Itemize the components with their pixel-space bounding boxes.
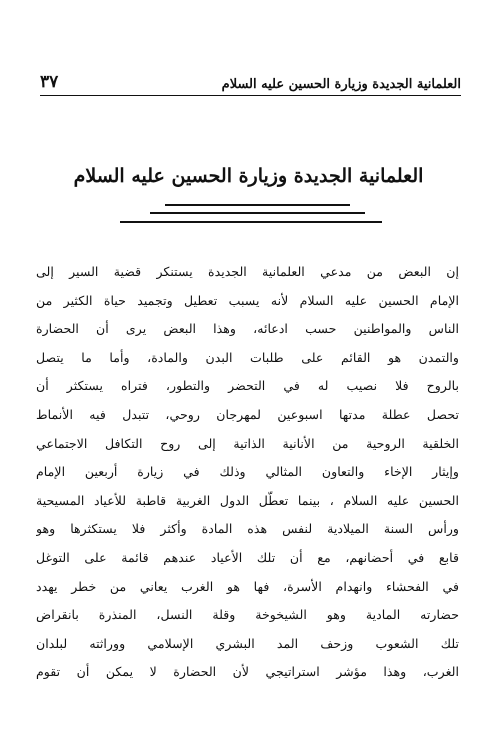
running-header: [40, 62, 461, 96]
body-line: وإيثار الإخاء والتعاون المثالي وذلك في زيارة أربعين الإمام: [36, 464, 459, 480]
body-line: الخلقية الروحية من الأنانية الذاتية إلى روح التكافل الاجتماعي: [36, 435, 459, 451]
body-line: والتمدن هو القائم على طلبات البدن والمادة، وأما ما يتصل: [36, 349, 459, 365]
body-line: تحصل عطلة مدتها اسبوعين لمهرجان روحي، تتبدل فيه الأنماط: [36, 406, 459, 422]
body-paragraph: [36, 258, 459, 687]
body-line: إن البعض من مدعي العلمانية الجديدة يستنكر قضية السير إلى: [36, 264, 459, 279]
body-line: بالروح فلا نصيب له في التحضر والتطور، فتراه يستكثر أن: [36, 378, 459, 394]
body-line: تلك الشعوب وزحف المد البشري الإسلامي ووراثته لبلدان: [36, 635, 459, 651]
running-title: العلمانية الجديدة وزيارة الحسين عليه السلام: [221, 77, 461, 92]
title-rule-top: [165, 204, 350, 206]
body-line: الغرب، وهذا مؤشر استراتيجي لأن الحضارة لا يمكن أن تقوم: [36, 664, 459, 680]
body-line: الحسين عليه السلام ، بينما تعطّل الدول الغربية قاطبة للأعياد المسيحية: [36, 492, 459, 508]
title-rule-bottom: [120, 221, 382, 223]
body-line: الناس والمواطنين حسب ادعائه، وهذا البعض يرى أن الحضارة: [36, 321, 459, 337]
body-line: الإمام الحسين عليه السلام لأنه يسبب تعطيل وتجميد حياة الكثير من: [36, 292, 459, 308]
body-line: ورأس السنة الميلادية لنفس هذه المادة وأكثر فلا يستكثرها وهو: [36, 521, 459, 537]
body-line: حضارته المادية وهو الشيخوخة وقلة النسل، المنذرة بانقراض: [36, 607, 459, 623]
body-line: في الفحشاء وانهدام الأسرة، فها هو الغرب يعاني من خطر يهدد: [36, 578, 459, 594]
body-line: قابع في أحضانهم، مع أن تلك الأعياد عندهم قائمة على التوغل: [36, 549, 459, 565]
chapter-title: العلمانية الجديدة وزيارة الحسين عليه السلام: [73, 165, 424, 187]
title-rule-middle: [150, 212, 365, 214]
page-number: ٣٧: [40, 72, 59, 92]
